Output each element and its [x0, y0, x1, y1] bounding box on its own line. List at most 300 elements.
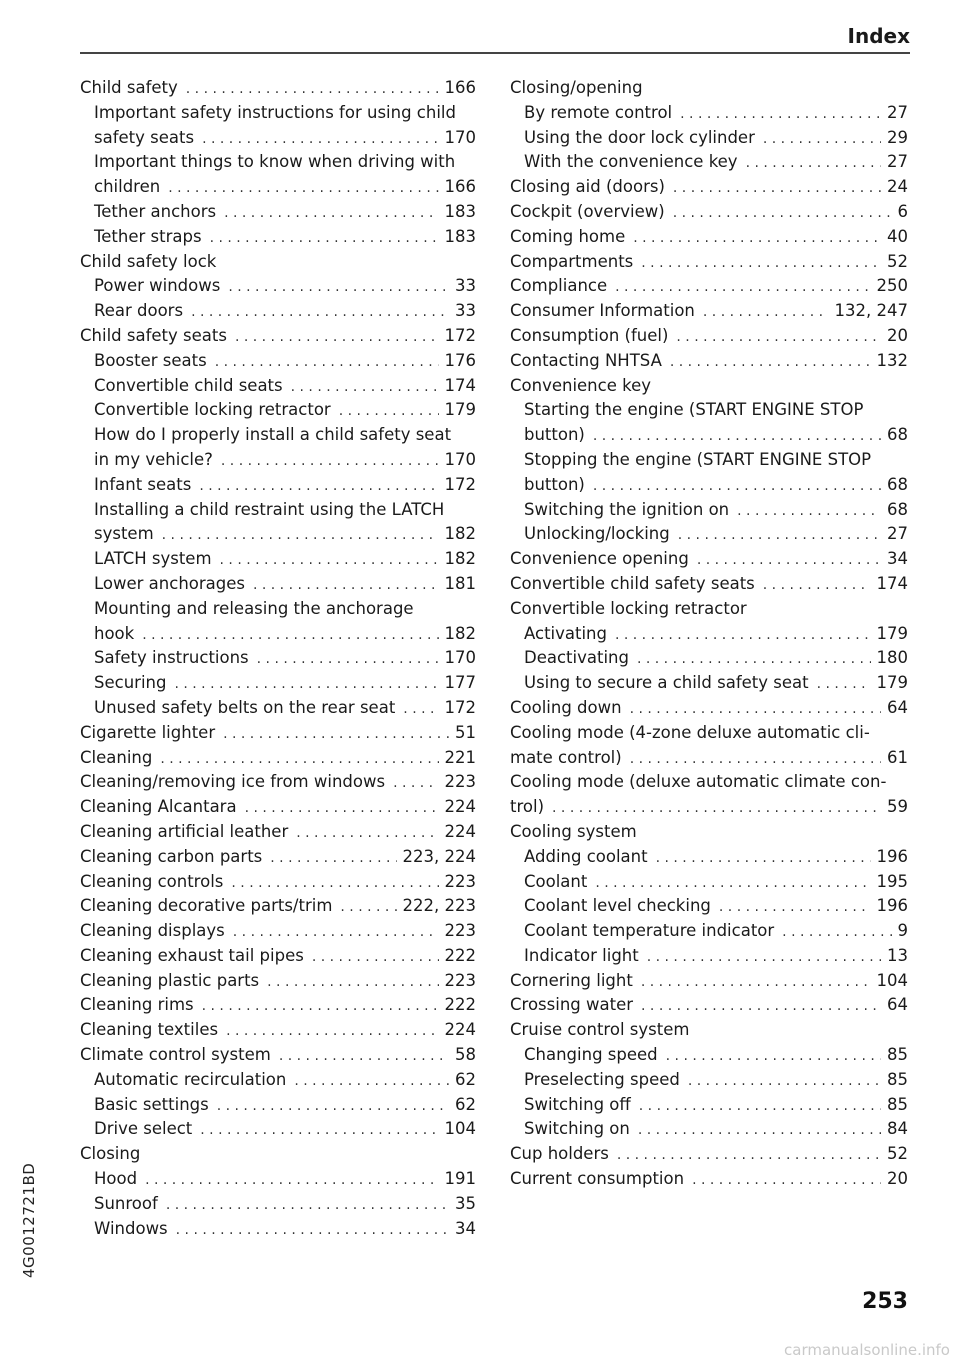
entry-page-ref[interactable]: 52 — [887, 251, 908, 271]
dot-leader — [641, 970, 871, 995]
entry-page-ref[interactable]: 223 — [444, 970, 476, 990]
entry-page-ref[interactable]: 174 — [876, 573, 908, 593]
dot-leader — [615, 275, 870, 300]
index-entry[interactable] — [80, 770, 476, 795]
index-entry[interactable] — [80, 225, 476, 250]
entry-page-ref[interactable]: 13 — [887, 945, 908, 965]
entry-page-ref[interactable]: 179 — [876, 623, 908, 643]
entry-page-ref[interactable]: 181 — [444, 573, 476, 593]
entry-label: Infant seats — [94, 474, 192, 494]
entry-label: Tether anchors — [94, 201, 217, 221]
entry-page-ref[interactable]: 183 — [444, 201, 476, 221]
entry-page-ref[interactable]: 222 — [444, 995, 476, 1015]
index-entry[interactable] — [80, 721, 476, 746]
entry-page-ref[interactable]: 222 — [444, 945, 476, 965]
entry-page-ref[interactable]: 27 — [887, 524, 908, 544]
index-entry[interactable] — [510, 423, 908, 448]
index-entry[interactable] — [510, 349, 908, 374]
dot-leader — [656, 846, 871, 871]
dot-leader — [253, 573, 439, 598]
entry-label: Convertible child safety seats — [510, 573, 755, 593]
dot-leader — [633, 226, 881, 251]
entry-page-ref[interactable]: 179 — [876, 673, 908, 693]
dot-leader — [630, 697, 881, 722]
index-entry[interactable] — [510, 696, 908, 721]
entry-page-ref[interactable]: 166 — [444, 177, 476, 197]
index-entry[interactable] — [80, 76, 476, 101]
dot-leader — [676, 325, 881, 350]
index-entry[interactable] — [80, 1068, 476, 1093]
dot-leader — [688, 1069, 881, 1094]
entry-page-ref[interactable]: 223 — [444, 772, 476, 792]
entry-label: Tether straps — [94, 226, 202, 246]
entry-page-ref[interactable]: 34 — [887, 549, 908, 569]
entry-page-ref[interactable]: 177 — [444, 673, 476, 693]
entry-page-ref[interactable]: 224 — [444, 1020, 476, 1040]
index-heading: Convertible locking retractor — [510, 598, 747, 618]
index-heading: Closing/opening — [510, 78, 643, 97]
entry-label: By remote control — [524, 102, 673, 122]
entry-label: button) — [524, 425, 585, 445]
dot-leader — [673, 176, 881, 201]
dot-leader — [296, 821, 438, 846]
index-entry[interactable] — [510, 1068, 908, 1093]
entry-label: Coolant — [524, 871, 588, 891]
dot-leader — [393, 771, 438, 796]
entry-label: Switching the ignition on — [524, 499, 730, 519]
entry-label: Sunroof — [94, 1193, 158, 1213]
entry-label: Closing aid (doors) — [510, 177, 665, 197]
dot-leader — [217, 1094, 449, 1119]
dot-leader — [678, 523, 881, 548]
index-entry[interactable] — [80, 274, 476, 299]
index-entry[interactable] — [510, 274, 908, 299]
entry-label: Cleaning exhaust tail pipes — [80, 945, 304, 965]
entry-label: Cleaning rims — [80, 995, 194, 1015]
entry-label: Automatic recirculation — [94, 1069, 287, 1089]
entry-page-ref[interactable]: 191 — [444, 1169, 476, 1189]
index-heading: Important safety instructions for using child — [94, 102, 456, 122]
index-entry[interactable] — [80, 696, 476, 721]
dot-leader — [617, 1143, 881, 1168]
index-entry[interactable] — [510, 175, 908, 200]
entry-page-ref[interactable]: 170 — [444, 449, 476, 469]
index-entry[interactable] — [80, 1043, 476, 1068]
index-heading: Cooling mode (4-zone deluxe automatic cli- — [510, 722, 870, 742]
entry-page-ref[interactable]: 85 — [887, 1069, 908, 1089]
section-title: Index — [847, 24, 910, 48]
entry-label: Climate control system — [80, 1045, 271, 1065]
entry-page-ref[interactable]: 58 — [455, 1045, 476, 1065]
entry-page-ref[interactable]: 33 — [455, 301, 476, 321]
entry-label: Adding coolant — [524, 846, 648, 866]
entry-label: Drive select — [94, 1119, 193, 1139]
entry-page-ref[interactable]: 52 — [887, 1144, 908, 1164]
entry-page-ref[interactable]: 170 — [444, 648, 476, 668]
entry-label: Convertible locking retractor — [94, 400, 331, 420]
entry-label: children — [94, 177, 161, 197]
entry-page-ref[interactable]: 196 — [876, 896, 908, 916]
index-entry[interactable] — [510, 646, 908, 671]
entry-page-ref[interactable]: 33 — [455, 276, 476, 296]
dot-leader — [312, 945, 439, 970]
dot-leader — [630, 747, 881, 772]
entry-page-ref[interactable]: 183 — [444, 226, 476, 246]
index-column-left — [80, 76, 476, 1241]
entry-label: Convenience opening — [510, 549, 689, 569]
dot-leader — [162, 523, 439, 548]
entry-page-ref[interactable]: 224 — [444, 797, 476, 817]
dot-leader — [403, 697, 438, 722]
entry-label: Lower anchorages — [94, 573, 245, 593]
index-entry[interactable] — [510, 671, 908, 696]
entry-page-ref[interactable]: 176 — [444, 350, 476, 370]
entry-page-ref[interactable]: 20 — [887, 1169, 908, 1189]
index-entry[interactable] — [510, 1043, 908, 1068]
index-entry[interactable] — [510, 746, 908, 771]
dot-leader — [737, 499, 881, 524]
dot-leader — [166, 1193, 449, 1218]
entry-page-ref[interactable]: 68 — [887, 474, 908, 494]
entry-page-ref[interactable]: 68 — [887, 425, 908, 445]
index-entry[interactable] — [80, 845, 476, 870]
dot-leader — [817, 672, 871, 697]
index-entry[interactable] — [80, 919, 476, 944]
index-entry[interactable] — [510, 250, 908, 275]
dot-leader — [763, 573, 871, 598]
entry-label: LATCH system — [94, 549, 212, 569]
entry-label: With the convenience key — [524, 152, 738, 172]
entry-label: Cigarette lighter — [80, 722, 216, 742]
dot-leader — [224, 201, 438, 226]
index-entry[interactable] — [80, 200, 476, 225]
index-entry[interactable] — [510, 944, 908, 969]
dot-leader — [267, 970, 438, 995]
entry-page-ref[interactable]: 68 — [887, 499, 908, 519]
index-entry[interactable] — [80, 1192, 476, 1217]
dot-leader — [270, 846, 396, 871]
dot-leader — [226, 1019, 438, 1044]
entry-label: Cleaning/removing ice from windows — [80, 772, 386, 792]
index-heading: Important things to know when driving with — [94, 152, 456, 172]
entry-page-ref[interactable]: 223, 224 — [402, 846, 476, 866]
entry-label: Preselecting speed — [524, 1069, 680, 1089]
index-entry[interactable] — [510, 919, 908, 944]
index-entry[interactable] — [80, 993, 476, 1018]
dot-leader — [223, 722, 449, 747]
dot-leader — [639, 1094, 881, 1119]
index-entry[interactable] — [80, 1167, 476, 1192]
index-entry[interactable] — [80, 894, 476, 919]
entry-page-ref[interactable]: 180 — [876, 648, 908, 668]
entry-label: Cup holders — [510, 1144, 609, 1164]
watermark: carmanualsonline.info — [784, 1341, 950, 1359]
index-entry[interactable] — [510, 498, 908, 523]
entry-page-ref[interactable]: 179 — [444, 400, 476, 420]
index-entry[interactable] — [510, 126, 908, 151]
entry-label: safety seats — [94, 127, 195, 147]
index-entry[interactable] — [80, 448, 476, 473]
dot-leader — [593, 474, 881, 499]
entry-page-ref[interactable]: 222, 223 — [402, 896, 476, 916]
index-heading: Closing — [80, 1144, 141, 1164]
entry-page-ref[interactable]: 62 — [455, 1094, 476, 1114]
index-heading: Convenience key — [510, 375, 651, 395]
dot-leader — [202, 127, 438, 152]
dot-leader — [228, 275, 449, 300]
entry-page-ref[interactable]: 170 — [444, 127, 476, 147]
entry-page-ref[interactable]: 223 — [444, 921, 476, 941]
entry-page-ref[interactable]: 27 — [887, 152, 908, 172]
entry-label: Crossing water — [510, 995, 634, 1015]
entry-label: Child safety seats — [80, 325, 227, 345]
index-entry[interactable] — [510, 969, 908, 994]
entry-label: Current consumption — [510, 1169, 685, 1189]
entry-page-ref[interactable]: 61 — [887, 747, 908, 767]
entry-label: Rear doors — [94, 301, 184, 321]
entry-label: Coming home — [510, 226, 626, 246]
index-entry[interactable] — [510, 522, 908, 547]
entry-label: Hood — [94, 1169, 138, 1189]
dot-leader — [279, 1044, 449, 1069]
index-heading: Cooling system — [510, 821, 637, 841]
index-entry[interactable] — [510, 845, 908, 870]
entry-page-ref[interactable]: 9 — [897, 921, 908, 941]
index-entry[interactable] — [80, 522, 476, 547]
index-entry[interactable] — [80, 547, 476, 572]
entry-page-ref[interactable]: 27 — [887, 102, 908, 122]
entry-page-ref[interactable]: 166 — [444, 78, 476, 97]
entry-page-ref[interactable]: 64 — [887, 995, 908, 1015]
entry-label: Unlocking/locking — [524, 524, 670, 544]
entry-page-ref[interactable]: 35 — [455, 1193, 476, 1213]
entry-label: Switching off — [524, 1094, 631, 1114]
index-entry[interactable] — [510, 1167, 908, 1192]
dot-leader — [339, 399, 439, 424]
index-heading: How do I properly install a child safety seat — [94, 425, 452, 445]
entry-label: button) — [524, 474, 585, 494]
index-entry[interactable] — [80, 795, 476, 820]
dot-leader — [670, 350, 871, 375]
index-heading: Child safety lock — [80, 251, 217, 271]
index-entry[interactable] — [510, 622, 908, 647]
entry-label: Changing speed — [524, 1045, 658, 1065]
index-entry[interactable] — [80, 622, 476, 647]
entry-label: Windows — [94, 1218, 168, 1238]
entry-page-ref[interactable]: 20 — [887, 325, 908, 345]
entry-page-ref[interactable]: 182 — [444, 623, 476, 643]
index-entry[interactable] — [80, 1217, 476, 1242]
dot-leader — [257, 647, 439, 672]
entry-label: Deactivating — [524, 648, 629, 668]
entry-page-ref[interactable]: 85 — [887, 1094, 908, 1114]
entry-page-ref[interactable]: 104 — [444, 1119, 476, 1139]
index-entry[interactable] — [510, 150, 908, 175]
entry-label: Cleaning controls — [80, 871, 224, 891]
index-entry[interactable] — [510, 993, 908, 1018]
dot-leader — [340, 895, 396, 920]
index-entry[interactable] — [510, 572, 908, 597]
index-entry[interactable] — [510, 200, 908, 225]
entry-label: Compliance — [510, 276, 608, 296]
index-heading: Stopping the engine (START ENGINE STOP — [524, 449, 872, 469]
index-entry[interactable] — [80, 473, 476, 498]
index-entry[interactable] — [80, 746, 476, 771]
entry-label: Using the door lock cylinder — [524, 127, 755, 147]
header-rule — [80, 52, 910, 54]
dot-leader — [186, 77, 439, 102]
entry-label: Securing — [94, 673, 167, 693]
index-entry[interactable] — [80, 944, 476, 969]
index-entry[interactable] — [80, 572, 476, 597]
entry-page-ref[interactable]: 34 — [455, 1218, 476, 1238]
entry-label: Consumption (fuel) — [510, 325, 669, 345]
dot-leader — [215, 350, 439, 375]
dot-leader — [615, 623, 871, 648]
index-entry[interactable] — [80, 870, 476, 895]
dot-leader — [692, 1168, 881, 1193]
dot-leader — [638, 1118, 881, 1143]
index-entry[interactable] — [510, 795, 908, 820]
entry-page-ref[interactable]: 104 — [876, 970, 908, 990]
index-entry[interactable] — [80, 299, 476, 324]
entry-label: Convertible child seats — [94, 375, 283, 395]
entry-page-ref[interactable]: 64 — [887, 697, 908, 717]
index-entry[interactable] — [510, 547, 908, 572]
dot-leader — [595, 871, 870, 896]
entry-page-ref[interactable]: 250 — [876, 276, 908, 296]
entry-page-ref[interactable]: 221 — [444, 747, 476, 767]
index-heading: Cruise control system — [510, 1020, 690, 1040]
dot-leader — [666, 1044, 881, 1069]
entry-page-ref[interactable]: 196 — [876, 846, 908, 866]
index-entry[interactable] — [80, 324, 476, 349]
entry-label: Cleaning displays — [80, 921, 225, 941]
entry-page-ref[interactable]: 6 — [897, 201, 908, 221]
dot-leader — [168, 176, 438, 201]
dot-leader — [782, 920, 891, 945]
index-entry[interactable] — [510, 225, 908, 250]
dot-leader — [245, 796, 439, 821]
index-entry[interactable] — [80, 646, 476, 671]
index-entry[interactable] — [80, 1093, 476, 1118]
entry-label: Cooling down — [510, 697, 622, 717]
entry-page-ref[interactable]: 223 — [444, 871, 476, 891]
index-entry[interactable] — [510, 870, 908, 895]
entry-page-ref[interactable]: 40 — [887, 226, 908, 246]
dot-leader — [719, 895, 871, 920]
index-entry[interactable] — [80, 175, 476, 200]
index-heading: Mounting and releasing the anchorage — [94, 598, 414, 618]
dot-leader — [697, 548, 881, 573]
entry-page-ref[interactable]: 59 — [887, 797, 908, 817]
index-entry[interactable] — [80, 820, 476, 845]
document-code: 4G0012721BD — [20, 1162, 38, 1278]
entry-page-ref[interactable]: 62 — [455, 1069, 476, 1089]
dot-leader — [231, 871, 438, 896]
index-entry[interactable] — [80, 349, 476, 374]
index-heading: Installing a child restraint using the LATCH — [94, 499, 445, 519]
index-entry[interactable] — [80, 398, 476, 423]
entry-page-ref[interactable]: 174 — [444, 375, 476, 395]
dot-leader — [220, 548, 439, 573]
entry-page-ref[interactable]: 195 — [876, 871, 908, 891]
index-entry[interactable] — [510, 101, 908, 126]
dot-leader — [202, 994, 439, 1019]
index-entry[interactable] — [80, 1018, 476, 1043]
entry-page-ref[interactable]: 224 — [444, 821, 476, 841]
dot-leader — [641, 994, 881, 1019]
dot-leader — [176, 1218, 449, 1243]
entry-label: Compartments — [510, 251, 634, 271]
entry-label: Cleaning decorative parts/trim — [80, 896, 333, 916]
dot-leader — [641, 251, 881, 276]
entry-page-ref[interactable]: 182 — [444, 524, 476, 544]
entry-page-ref[interactable]: 132, 247 — [834, 301, 908, 321]
entry-page-ref[interactable]: 172 — [444, 697, 476, 717]
entry-label: mate control) — [510, 747, 622, 767]
index-entry[interactable] — [510, 894, 908, 919]
index-heading: Cooling mode (deluxe automatic climate con- — [510, 772, 887, 792]
index-entry[interactable] — [80, 1117, 476, 1142]
index-entry[interactable] — [80, 374, 476, 399]
entry-label: hook — [94, 623, 135, 643]
entry-page-ref[interactable]: 24 — [887, 177, 908, 197]
index-column-right — [510, 76, 908, 1192]
index-entry[interactable] — [510, 1093, 908, 1118]
entry-label: Child safety — [80, 78, 178, 97]
dot-leader — [294, 1069, 449, 1094]
dot-leader — [200, 1118, 438, 1143]
entry-page-ref[interactable]: 29 — [887, 127, 908, 147]
dot-leader — [703, 300, 829, 325]
entry-label: in my vehicle? — [94, 449, 213, 469]
entry-label: Coolant temperature indicator — [524, 921, 775, 941]
dot-leader — [199, 474, 438, 499]
index-entry[interactable] — [510, 1117, 908, 1142]
index-entry[interactable] — [80, 126, 476, 151]
dot-leader — [210, 226, 439, 251]
entry-page-ref[interactable]: 132 — [876, 350, 908, 370]
entry-page-ref[interactable]: 172 — [444, 325, 476, 345]
entry-label: Using to secure a child safety seat — [524, 673, 809, 693]
dot-leader — [160, 747, 438, 772]
entry-label: Activating — [524, 623, 607, 643]
index-entry[interactable] — [510, 299, 908, 324]
dot-leader — [647, 945, 881, 970]
entry-page-ref[interactable]: 182 — [444, 549, 476, 569]
dot-leader — [746, 151, 881, 176]
index-entry[interactable] — [510, 473, 908, 498]
entry-page-ref[interactable]: 85 — [887, 1045, 908, 1065]
index-heading: Starting the engine (START ENGINE STOP — [524, 400, 864, 420]
entry-label: Basic settings — [94, 1094, 209, 1114]
entry-label: Cleaning Alcantara — [80, 797, 237, 817]
index-entry[interactable] — [510, 324, 908, 349]
dot-leader — [637, 647, 871, 672]
index-entry[interactable] — [510, 1142, 908, 1167]
entry-label: Cleaning — [80, 747, 153, 767]
entry-page-ref[interactable]: 172 — [444, 474, 476, 494]
entry-page-ref[interactable]: 51 — [455, 722, 476, 742]
index-entry[interactable] — [80, 969, 476, 994]
entry-label: Booster seats — [94, 350, 207, 370]
index-entry[interactable] — [80, 671, 476, 696]
entry-label: Cornering light — [510, 970, 633, 990]
entry-page-ref[interactable]: 84 — [887, 1119, 908, 1139]
entry-label: Safety instructions — [94, 648, 249, 668]
entry-label: Cleaning textiles — [80, 1020, 219, 1040]
